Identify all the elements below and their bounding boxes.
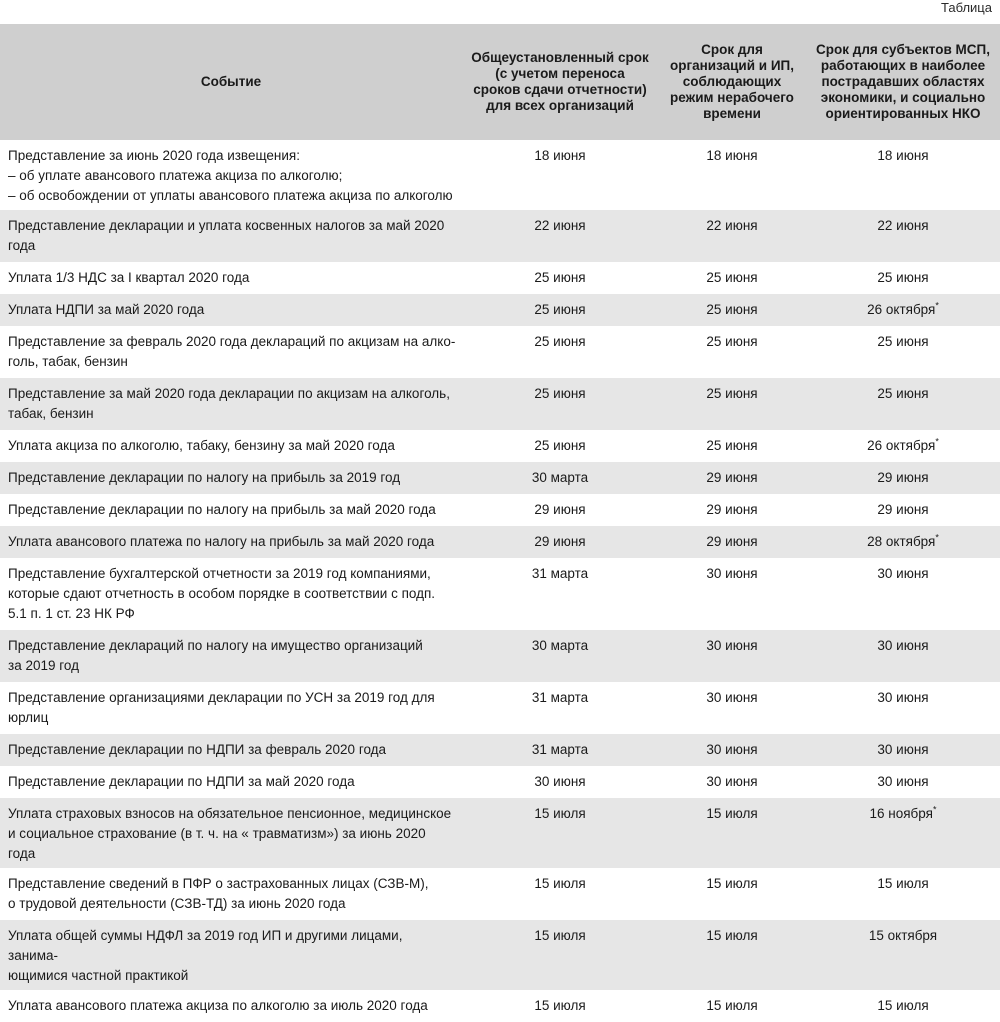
- footnote-asterisk: *: [935, 436, 939, 447]
- nonworking-deadline-cell: 25 июня: [658, 378, 806, 430]
- general-deadline-cell: 15 июля: [462, 798, 658, 868]
- event-cell: Уплата НДПИ за май 2020 года: [0, 294, 462, 326]
- general-deadline-cell: 15 июля: [462, 920, 658, 990]
- footnote-asterisk: *: [932, 804, 937, 815]
- table-row: [0, 990, 1000, 1022]
- msp-deadline-value: 25 июня: [877, 334, 929, 349]
- msp-deadline-value: 29 июня: [877, 502, 929, 517]
- table-row: [0, 262, 1000, 294]
- table-row: [0, 462, 1000, 494]
- msp-deadline-cell: [806, 798, 1000, 868]
- msp-deadline-value: 18 июня: [877, 148, 929, 163]
- general-deadline-cell: 30 июня: [462, 766, 658, 798]
- event-cell: Представление декларации по НДПИ за февраль 2020 года: [0, 734, 462, 766]
- table-row: [0, 430, 1000, 462]
- header-msp-deadline: Срок для субъектов МСП, работающих в наиболее пострадавших областях экономики, и социально ориентированных НКО: [806, 24, 1000, 140]
- msp-deadline-value: 30 июня: [877, 742, 929, 757]
- nonworking-deadline-cell: 29 июня: [658, 526, 806, 558]
- msp-deadline-cell: [806, 210, 1000, 262]
- header-general-deadline: Общеустановленный срок (с учетом переноса сроков сдачи отчетности) для всех организаций: [462, 24, 658, 140]
- nonworking-deadline-cell: 15 июля: [658, 798, 806, 868]
- msp-deadline-cell: [806, 140, 1000, 210]
- msp-deadline-cell: [806, 494, 1000, 526]
- event-cell: Представление декларации по налогу на прибыль за 2019 год: [0, 462, 462, 494]
- msp-deadline-cell: [806, 558, 1000, 630]
- msp-deadline-value: 30 июня: [877, 690, 929, 705]
- table-row: [0, 140, 1000, 210]
- header-nonworking-deadline: Срок для организаций и ИП, соблюдающих режим нерабочего времени: [658, 24, 806, 140]
- general-deadline-cell: 15 июля: [462, 990, 658, 1022]
- general-deadline-cell: 25 июня: [462, 326, 658, 378]
- nonworking-deadline-cell: 30 июня: [658, 558, 806, 630]
- table-caption: Таблица: [941, 0, 992, 15]
- event-cell: Представление декларации и уплата косвенных налогов за май 2020 года: [0, 210, 462, 262]
- msp-deadline-cell: [806, 326, 1000, 378]
- general-deadline-cell: 29 июня: [462, 494, 658, 526]
- nonworking-deadline-cell: 30 июня: [658, 630, 806, 682]
- msp-deadline-value: 28 октября: [867, 534, 936, 549]
- general-deadline-cell: 25 июня: [462, 262, 658, 294]
- event-cell: Представление декларации по НДПИ за май 2020 года: [0, 766, 462, 798]
- msp-deadline-value: 15 июля: [877, 876, 929, 891]
- msp-deadline-cell: [806, 920, 1000, 990]
- general-deadline-cell: 31 марта: [462, 734, 658, 766]
- msp-deadline-cell: [806, 766, 1000, 798]
- event-cell: Уплата общей суммы НДФЛ за 2019 год ИП и другими лицами, занима- ющимися частной практикой: [0, 920, 462, 990]
- msp-deadline-value: 26 октября: [867, 438, 936, 453]
- table-row: [0, 494, 1000, 526]
- msp-deadline-cell: [806, 378, 1000, 430]
- general-deadline-cell: 25 июня: [462, 378, 658, 430]
- event-cell: Представление декларации по налогу на прибыль за май 2020 года: [0, 494, 462, 526]
- general-deadline-cell: 29 июня: [462, 526, 658, 558]
- footnote-asterisk: *: [935, 300, 939, 311]
- general-deadline-cell: 15 июля: [462, 868, 658, 920]
- event-cell: Уплата 1/3 НДС за I квартал 2020 года: [0, 262, 462, 294]
- nonworking-deadline-cell: 30 июня: [658, 682, 806, 734]
- table-row: [0, 766, 1000, 798]
- nonworking-deadline-cell: 25 июня: [658, 262, 806, 294]
- general-deadline-cell: 25 июня: [462, 294, 658, 326]
- msp-deadline-value: 30 июня: [877, 566, 929, 581]
- msp-deadline-value: 25 июня: [877, 386, 929, 401]
- nonworking-deadline-cell: 15 июля: [658, 990, 806, 1022]
- event-cell: Представление за май 2020 года декларации по акцизам на алкоголь, табак, бензин: [0, 378, 462, 430]
- msp-deadline-cell: [806, 734, 1000, 766]
- general-deadline-cell: 18 июня: [462, 140, 658, 210]
- table-row: [0, 868, 1000, 920]
- nonworking-deadline-cell: 25 июня: [658, 430, 806, 462]
- nonworking-deadline-cell: 25 июня: [658, 326, 806, 378]
- msp-deadline-value: 15 июля: [877, 998, 929, 1013]
- event-cell: Представление организациями декларации по УСН за 2019 год для юрлиц: [0, 682, 462, 734]
- event-cell: Представление за февраль 2020 года деклараций по акцизам на алко- голь, табак, бензин: [0, 326, 462, 378]
- msp-deadline-cell: [806, 294, 1000, 326]
- msp-deadline-cell: [806, 526, 1000, 558]
- event-cell: Представление бухгалтерской отчетности за 2019 год компаниями, которые сдают отчетность в особом порядке в соответствии с подп. 5.1 п. 1 ст. 23 НК РФ: [0, 558, 462, 630]
- msp-deadline-cell: [806, 682, 1000, 734]
- general-deadline-cell: 25 июня: [462, 430, 658, 462]
- msp-deadline-value: 16 ноября: [869, 806, 933, 821]
- msp-deadline-value: 15 октября: [868, 928, 938, 943]
- table-row: [0, 378, 1000, 430]
- nonworking-deadline-cell: 29 июня: [658, 462, 806, 494]
- msp-deadline-cell: [806, 990, 1000, 1022]
- msp-deadline-value: 22 июня: [877, 218, 929, 233]
- table-body: [0, 140, 1000, 1022]
- msp-deadline-value: 30 июня: [877, 774, 929, 789]
- msp-deadline-cell: [806, 630, 1000, 682]
- table-row: [0, 294, 1000, 326]
- table-row: [0, 210, 1000, 262]
- general-deadline-cell: 30 марта: [462, 462, 658, 494]
- event-cell: Представление деклараций по налогу на имущество организаций за 2019 год: [0, 630, 462, 682]
- general-deadline-cell: 31 марта: [462, 558, 658, 630]
- event-cell: Представление сведений в ПФР о застрахованных лицах (СЗВ-М), о трудовой деятельности (СЗВ-ТД) за июнь 2020 года: [0, 868, 462, 920]
- table-row: [0, 526, 1000, 558]
- msp-deadline-value: 25 июня: [877, 270, 929, 285]
- event-cell: Уплата акциза по алкоголю, табаку, бензину за май 2020 года: [0, 430, 462, 462]
- nonworking-deadline-cell: 18 июня: [658, 140, 806, 210]
- msp-deadline-cell: [806, 430, 1000, 462]
- msp-deadline-cell: [806, 462, 1000, 494]
- nonworking-deadline-cell: 30 июня: [658, 734, 806, 766]
- table-row: [0, 682, 1000, 734]
- nonworking-deadline-cell: 15 июля: [658, 920, 806, 990]
- table-row: [0, 558, 1000, 630]
- event-cell: Уплата авансового платежа акциза по алкоголю за июль 2020 года: [0, 990, 462, 1022]
- header-event: Событие: [0, 24, 462, 140]
- msp-deadline-cell: [806, 868, 1000, 920]
- nonworking-deadline-cell: 15 июля: [658, 868, 806, 920]
- table-row: [0, 630, 1000, 682]
- nonworking-deadline-cell: 22 июня: [658, 210, 806, 262]
- msp-deadline-value: 30 июня: [877, 638, 929, 653]
- footnote-asterisk: *: [935, 532, 939, 543]
- nonworking-deadline-cell: 25 июня: [658, 294, 806, 326]
- table-row: [0, 326, 1000, 378]
- table-row: [0, 798, 1000, 868]
- msp-deadline-value: 29 июня: [877, 470, 929, 485]
- general-deadline-cell: 22 июня: [462, 210, 658, 262]
- table-row: [0, 920, 1000, 990]
- general-deadline-cell: 30 марта: [462, 630, 658, 682]
- msp-deadline-value: 26 октября: [867, 302, 936, 317]
- event-cell: Уплата страховых взносов на обязательное пенсионное, медицинское и социальное страхование (в т. ч. на « травматизм») за июнь 2020 года: [0, 798, 462, 868]
- event-cell: Уплата авансового платежа по налогу на прибыль за май 2020 года: [0, 526, 462, 558]
- msp-deadline-cell: [806, 262, 1000, 294]
- general-deadline-cell: 31 марта: [462, 682, 658, 734]
- deadlines-table: [0, 24, 1000, 1022]
- table-header: [0, 24, 1000, 140]
- table-row: [0, 734, 1000, 766]
- nonworking-deadline-cell: 30 июня: [658, 766, 806, 798]
- event-cell: Представление за июнь 2020 года извещения: – об уплате авансового платежа акциза по алкоголю; – об освобождении от уплаты авансового платежа акциза по алкоголю: [0, 140, 462, 210]
- nonworking-deadline-cell: 29 июня: [658, 494, 806, 526]
